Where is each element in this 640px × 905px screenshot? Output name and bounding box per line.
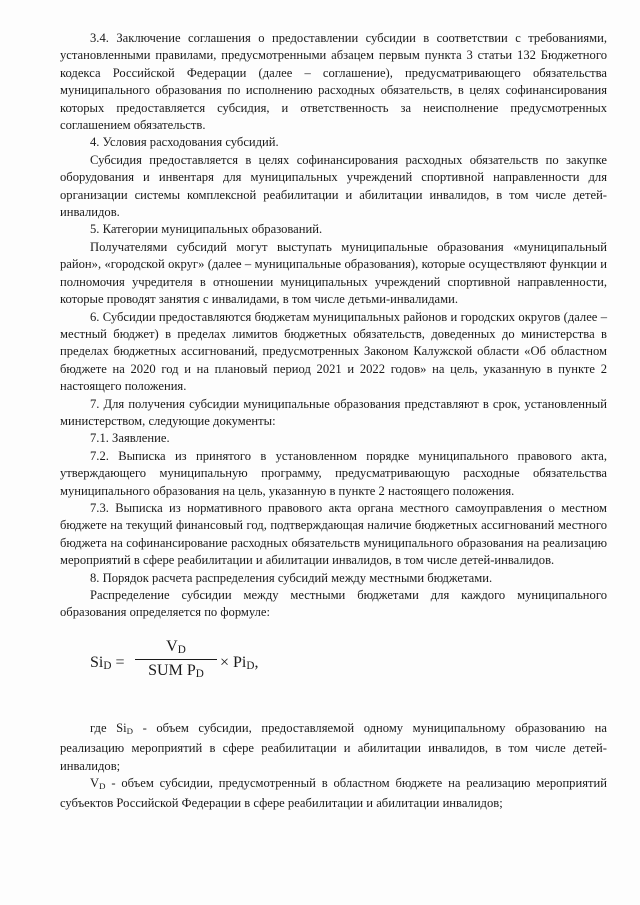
formula-fraction [135, 638, 217, 683]
heading-5: 5. Категории муниципальных образований. [90, 222, 323, 237]
formula-lhs: $Si_D$ = [90, 653, 125, 672]
paragraph-7: 7. Для получения субсидии муниципальные образования представляют в срок, установленный министерством, следующие документы: [60, 396, 607, 428]
definition-v: $V_D$ - объем субсидии, предусмотренный в областном бюджете на реализацию мероприятий субъектов Российской Федерации в сфере реабилитации и абилитации инвалидов; [60, 776, 607, 811]
heading-4: 4. Условия расходования субсидий. [90, 135, 279, 150]
formula-rhs: × $Pi_D$, [220, 653, 259, 672]
paragraph-5-body: Получателями субсидий могут выступать муниципальные образования «муниципальный район», «городской округ» (далее – муниципальные образования), которые осуществляют функции и полномочия учредителя в отношении муниципальных учреждений спортивной направленности, которые проводят занятия с инвалидами, в том числе детьми-инвалидами. [60, 239, 607, 307]
definition-si: где $Si_D$ - объем субсидии, предоставляемой одному муниципальному образованию на реализацию мероприятий в сфере реабилитации и абилитации инвалидов, в том числе детей-инвалидов; [60, 720, 607, 773]
paragraph-7-1: 7.1. Заявление. [90, 431, 170, 446]
document-body [60, 30, 607, 813]
distribution-formula [60, 632, 607, 692]
formula-numerator: $V_D$ [166, 637, 186, 656]
paragraph-6: 6. Субсидии предоставляются бюджетам муниципальных районов и городских округов (далее – местный бюджет) в пределах лимитов бюджетных обязательств, доведенных до министерства в пределах бюджетных ассигнований, предусмотренных Законом Калужской области «Об областном бюджете на 2020 год и на плановый период 2021 и 2022 годов» на цель, указанную в пункте 2 настоящего положения. [60, 309, 607, 394]
paragraph-3-4: 3.4. Заключение соглашения о предоставлении субсидии в соответствии с требованиями, установленными правилами, предусмотренными абзацем первым пункта 3 статьи 132 Бюджетного кодекса Российской Федерации (далее – соглашение), предусматривающего обязательства муниципального образования по исполнению расходных обязательств, в целях софинансирования которых предоставляется субсидия, и ответственность за неисполнение предусмотренных соглашением обязательств. [60, 31, 607, 133]
fraction-bar [135, 659, 217, 660]
paragraph-8-body: Распределение субсидии между местными бюджетами для каждого муниципального образования определяется по формуле: [60, 588, 607, 620]
spacer [60, 700, 607, 720]
paragraph-7-2: 7.2. Выписка из принятого в установленном порядке муниципального правового акта, утверждающего муниципальную программу, предусматривающую расходные обязательства муниципального образования на цель, указанную в пункте 2 настоящего положения. [60, 448, 607, 498]
paragraph-7-3: 7.3. Выписка из нормативного правового акта органа местного самоуправления о местном бюджете на текущий финансовый год, подтверждающая наличие бюджетных ассигнований местного бюджета на софинансирование расходных обязательств муниципального образования на реализацию мероприятий в сфере реабилитации и абилитации инвалидов, в том числе детей-инвалидов. [60, 500, 607, 568]
heading-8: 8. Порядок расчета распределения субсидий между местными бюджетами. [90, 570, 493, 585]
formula-denominator: SUM $P_D$ [148, 661, 204, 680]
paragraph-4-body: Субсидия предоставляется в целях софинансирования расходных обязательств по закупке оборудования и инвентаря для муниципальных учреждений спортивной направленности для организации системы комплексной реабилитации и абилитации инвалидов, в том числе детей-инвалидов. [60, 152, 607, 220]
